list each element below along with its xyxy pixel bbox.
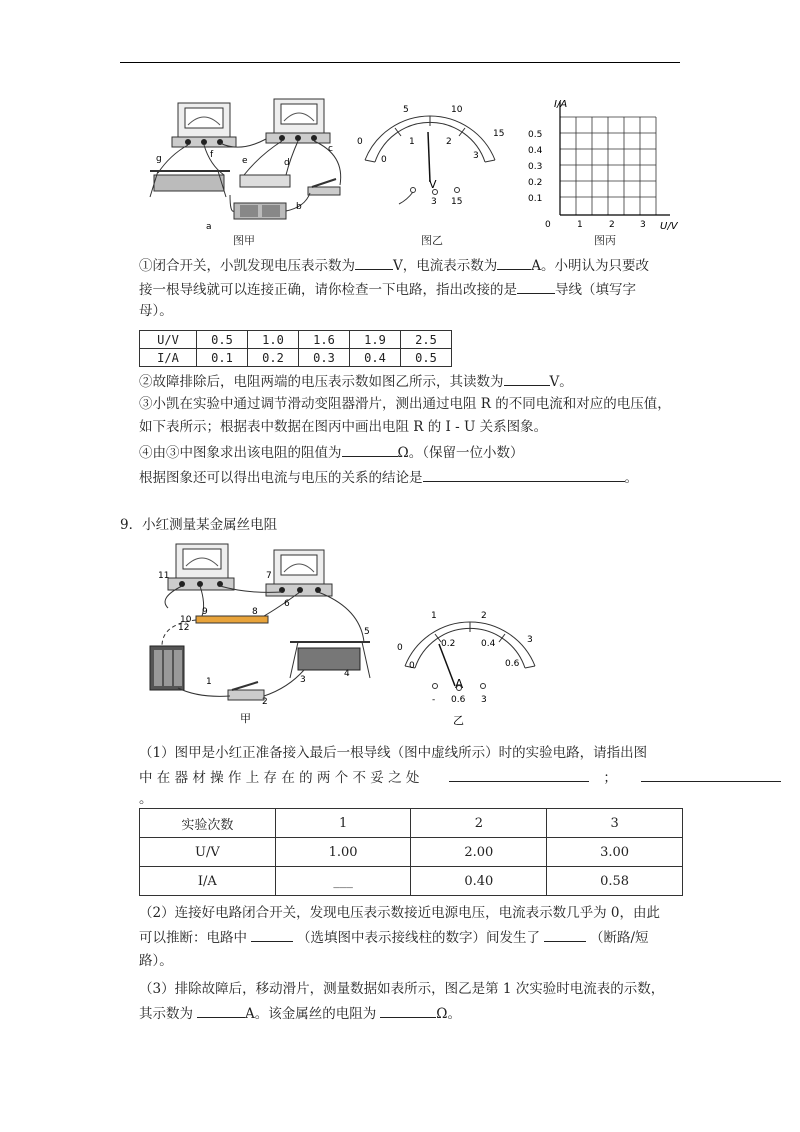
q9-p2e: 路）。 bbox=[139, 953, 173, 969]
q8-line6: 如下表所示；根据表中数据在图丙中画出电阻 R 的 I - U 关系图象。 bbox=[139, 419, 548, 435]
svg-text:2: 2 bbox=[446, 137, 452, 147]
q9-p1b: 中 在 器 材 操 作 上 存 在 的 两 个 不 妥 之 处 ； bbox=[139, 768, 781, 787]
wire-label: b bbox=[296, 202, 302, 212]
svg-text:0.3: 0.3 bbox=[528, 162, 543, 172]
caption-bing: 图丙 bbox=[594, 234, 616, 247]
q8-line2: 接一根导线就可以连接正确，请你检查一下电路，指出改接的是 导线（填写字 bbox=[139, 282, 636, 298]
table-row: I/A ___ 0.40 0.58 bbox=[140, 867, 683, 896]
svg-text:2: 2 bbox=[609, 220, 615, 230]
svg-text:V: V bbox=[429, 178, 437, 191]
graph-bing bbox=[520, 95, 690, 230]
svg-text:3: 3 bbox=[640, 220, 646, 230]
svg-text:3: 3 bbox=[473, 151, 479, 161]
q9-p3b: 其示数为 A。该金属丝的电阻为 Ω。 bbox=[139, 1006, 461, 1022]
wire-label: c bbox=[328, 144, 333, 154]
answer-blank[interactable] bbox=[423, 468, 625, 482]
svg-text:11: 11 bbox=[158, 571, 170, 581]
svg-text:0: 0 bbox=[545, 220, 551, 230]
svg-text:5: 5 bbox=[364, 627, 370, 637]
svg-text:I/A: I/A bbox=[554, 99, 568, 110]
svg-text:3: 3 bbox=[481, 695, 487, 705]
wire-label: e bbox=[242, 156, 248, 166]
svg-text:1: 1 bbox=[206, 677, 212, 687]
answer-blank[interactable] bbox=[517, 280, 555, 294]
svg-text:10: 10 bbox=[180, 615, 192, 625]
svg-text:3: 3 bbox=[300, 675, 306, 685]
answer-blank[interactable] bbox=[497, 256, 531, 270]
svg-text:0.2: 0.2 bbox=[528, 178, 543, 188]
switch-icon bbox=[228, 682, 264, 700]
svg-text:甲: 甲 bbox=[240, 712, 251, 725]
svg-text:10: 10 bbox=[451, 105, 463, 115]
answer-blank[interactable] bbox=[355, 256, 393, 270]
ammeter-dial-yi bbox=[395, 606, 545, 728]
table-row: I/A 0.1 0.2 0.3 0.4 0.5 bbox=[140, 349, 452, 367]
answer-blank[interactable] bbox=[380, 1004, 436, 1018]
answer-blank[interactable] bbox=[251, 928, 293, 942]
wire-label: a bbox=[206, 222, 212, 232]
svg-text:0.6: 0.6 bbox=[505, 659, 520, 669]
answer-blank[interactable] bbox=[641, 768, 781, 782]
table-row: U/V 0.5 1.0 1.6 1.9 2.5 bbox=[140, 331, 452, 349]
caption-jia: 图甲 bbox=[233, 234, 255, 247]
svg-text:9: 9 bbox=[202, 607, 208, 617]
svg-text:0: 0 bbox=[397, 643, 403, 653]
svg-text:8: 8 bbox=[252, 607, 258, 617]
voltmeter-dial-yi bbox=[355, 100, 505, 210]
svg-text:7: 7 bbox=[266, 571, 272, 581]
answer-blank[interactable] bbox=[544, 928, 586, 942]
svg-text:乙: 乙 bbox=[453, 714, 464, 727]
q8-line5: ③小凯在实验中通过调节滑动变阻器滑片，测出通过电阻 R 的不同电流和对应的电压值， bbox=[139, 396, 671, 412]
voltmeter-icon bbox=[172, 103, 236, 147]
q9-p1a: （1）图甲是小红正准备接入最后一根导线（图中虚线所示）时的实验电路，请指出图 bbox=[139, 745, 648, 761]
q9-title: 9．小红测量某金属丝电阻 bbox=[120, 517, 278, 533]
battery-icon bbox=[234, 203, 286, 219]
wire-label: d bbox=[284, 158, 290, 168]
q8-line7: ④由③中图象求出该电阻的阻值为 Ω。（保留一位小数） bbox=[139, 445, 524, 461]
svg-text:0: 0 bbox=[409, 661, 415, 671]
voltmeter-icon bbox=[168, 544, 234, 590]
q9-p1end: 。 bbox=[139, 791, 153, 807]
svg-text:0.1: 0.1 bbox=[528, 194, 543, 204]
svg-text:12: 12 bbox=[178, 623, 190, 633]
answer-blank[interactable] bbox=[197, 1004, 245, 1018]
svg-text:-: - bbox=[432, 695, 436, 705]
svg-text:0: 0 bbox=[381, 155, 387, 165]
rheostat-icon bbox=[150, 171, 230, 197]
circuit-figure-jia bbox=[140, 95, 360, 235]
svg-text:U/V: U/V bbox=[660, 221, 678, 230]
q8-line3: 母）。 bbox=[139, 303, 173, 319]
svg-text:3: 3 bbox=[527, 635, 533, 645]
resistor-icon bbox=[240, 175, 290, 187]
answer-blank[interactable] bbox=[449, 768, 589, 782]
wire-label: g bbox=[156, 154, 162, 164]
svg-text:0.6: 0.6 bbox=[451, 695, 466, 705]
q9-p2a: （2）连接好电路闭合开关，发现电压表示数接近电源电压，电流表示数几乎为 0，由此 bbox=[139, 905, 660, 921]
table-row: 实验次数 1 2 3 bbox=[140, 809, 683, 838]
svg-text:5: 5 bbox=[403, 105, 409, 115]
q9-p3a: （3）排除故障后，移动滑片，测量数据如表所示，图乙是第 1 次实验时电流表的示数， bbox=[139, 981, 665, 997]
header-rule bbox=[120, 62, 680, 63]
svg-text:0: 0 bbox=[357, 137, 363, 147]
svg-text:0.5: 0.5 bbox=[528, 130, 543, 140]
svg-text:15: 15 bbox=[493, 129, 505, 139]
svg-text:6: 6 bbox=[284, 599, 290, 609]
circuit-figure-q9-jia bbox=[148, 538, 388, 728]
svg-text:0.4: 0.4 bbox=[528, 146, 543, 156]
svg-text:3: 3 bbox=[431, 197, 437, 207]
svg-text:1: 1 bbox=[577, 220, 583, 230]
table-row: U/V 1.00 2.00 3.00 bbox=[140, 838, 683, 867]
svg-text:15: 15 bbox=[451, 197, 463, 207]
q8-line1: ①闭合开关，小凯发现电压表示数为 V，电流表示数为 A。小明认为只要改 bbox=[139, 258, 649, 274]
svg-text:2: 2 bbox=[262, 697, 268, 707]
ammeter-icon bbox=[266, 550, 332, 596]
ammeter-icon bbox=[266, 99, 330, 143]
switch-icon bbox=[308, 179, 340, 195]
svg-text:2: 2 bbox=[481, 611, 487, 621]
wire-label: f bbox=[210, 150, 214, 160]
answer-blank[interactable] bbox=[342, 443, 398, 457]
q9-p2b: 可以推断：电路中 （选填图中表示接线柱的数字）间发生了 （断路/短 bbox=[139, 930, 649, 946]
svg-text:1: 1 bbox=[431, 611, 437, 621]
svg-text:A: A bbox=[455, 677, 464, 691]
caption-yi: 图乙 bbox=[421, 234, 443, 247]
svg-text:1: 1 bbox=[409, 137, 415, 147]
answer-blank[interactable] bbox=[504, 372, 550, 386]
battery-icon bbox=[150, 646, 184, 690]
q8-data-table bbox=[139, 330, 452, 367]
q8-line8: 根据图象还可以得出电流与电压的关系的结论是 。 bbox=[139, 470, 638, 486]
svg-text:0.2: 0.2 bbox=[441, 639, 456, 649]
svg-text:0.4: 0.4 bbox=[481, 639, 496, 649]
svg-text:4: 4 bbox=[344, 669, 350, 679]
q9-data-table bbox=[139, 808, 683, 896]
q8-line4: ②故障排除后，电阻两端的电压表示数如图乙所示，其读数为 V。 bbox=[139, 374, 573, 390]
metal-wire-icon bbox=[196, 616, 268, 623]
